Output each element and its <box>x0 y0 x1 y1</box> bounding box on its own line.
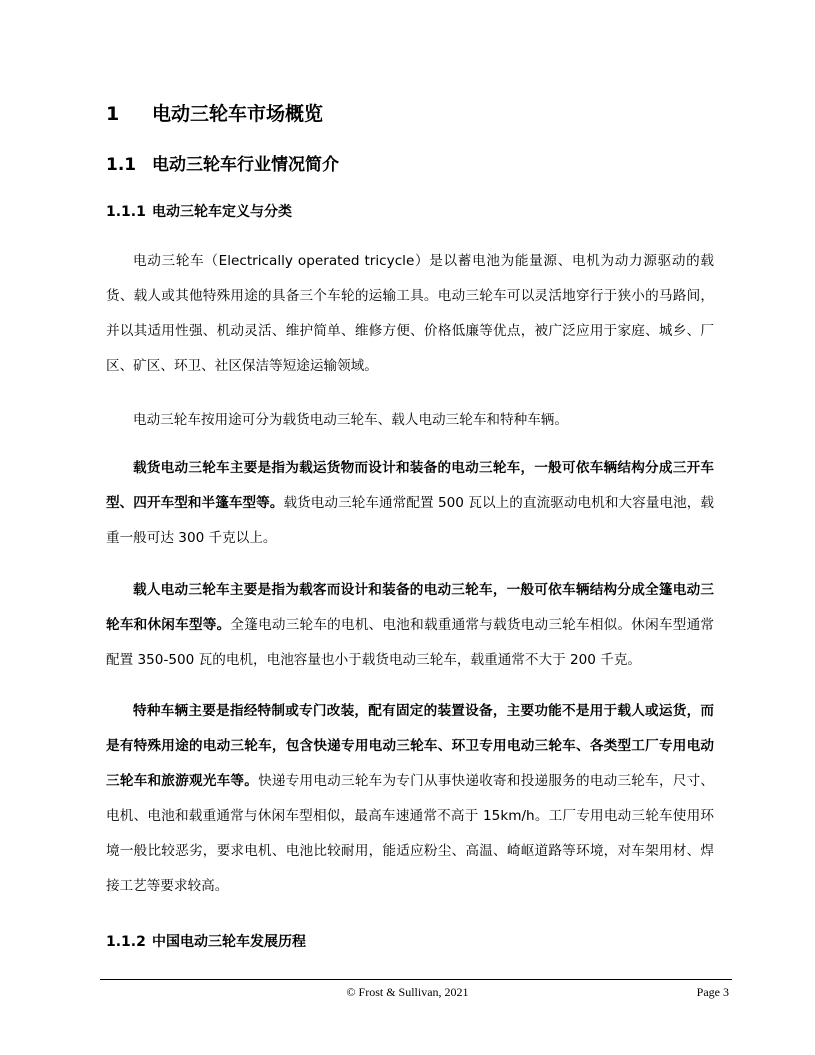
paragraph-bold-lead: 载人电动三轮车主要是指为载客而设计和装备的电动三轮车，一般可依车辆结构分成全篷电动三轮车和休闲车型等。 <box>106 582 714 633</box>
footer-page-number: Page 3 <box>696 985 729 999</box>
paragraph-definition: 电动三轮车（Electrically operated tricycle）是以蓄电池为能量源、电机为动力源驱动的载货、载人或其他特殊用途的具备三个车轮的运输工具。电动三轮车可以灵活地穿行于狭小的马路间，并以其适用性强、机动灵活、维护简单、维修方便、价格低廉等优点，被广泛应用于家庭、城乡、厂区、矿区、环卫、社区保洁等短途运输领域。 <box>106 253 714 374</box>
heading-title: 电动三轮车市场概览 <box>152 103 324 125</box>
heading-number: 1 <box>106 103 120 125</box>
heading-level-2 <box>106 152 339 178</box>
footer-divider <box>100 979 732 980</box>
heading-number: 1.1 <box>106 155 137 175</box>
paragraph-cargo-tricycle <box>106 451 714 556</box>
footer-copyright: © Frost & Sullivan, 2021 <box>346 985 469 999</box>
heading-level-1 <box>106 100 323 128</box>
paragraph-bold-lead: 特种车辆主要是指经特制或专门改装，配有固定的装置设备，主要功能不是用于载人或运货，而是有特殊用途的电动三轮车，包含快递专用电动三轮车、环卫专用电动三轮车、各类型工厂专用电动三轮车和旅游观光车等。 <box>106 703 714 789</box>
heading-number: 1.1.1 <box>106 204 146 220</box>
heading-level-3-definition <box>106 201 292 223</box>
paragraph-bold-lead: 载货电动三轮车主要是指为载运货物而设计和装备的电动三轮车，一般可依车辆结构分成三开车型、四开车型和半篷车型等。 <box>106 460 714 511</box>
paragraph-body: 快递专用电动三轮车为专门从事快递收寄和投递服务的电动三轮车，尺寸、电机、电池和载重通常与休闲车型相似，最高车速通常不高于 15km/h。工厂专用电动三轮车使用环境一般比较恶劣，要求电机、电池比较耐用，能适应粉尘、高温、崎岖道路等环境，对车架用材、焊接工艺等要求较高。 <box>106 773 715 894</box>
paragraph-body: 载货电动三轮车通常配置 500 瓦以上的直流驱动电机和大容量电池，载重一般可达 300 千克以上。 <box>106 495 714 546</box>
paragraph-special-vehicles <box>106 694 714 904</box>
heading-title: 中国电动三轮车发展历程 <box>152 934 306 950</box>
heading-level-3-history <box>106 931 306 953</box>
paragraph-body: 全篷电动三轮车的电机、电池和载重通常与载货电动三轮车相似。休闲车型通常配置 350-500 瓦的电机，电池容量也小于载货电动三轮车，载重通常不大于 200 千克。 <box>106 617 715 668</box>
heading-number: 1.1.2 <box>106 934 146 950</box>
paragraph-passenger-tricycle <box>106 573 714 678</box>
paragraph-classification: 电动三轮车按用途可分为载货电动三轮车、载人电动三轮车和特种车辆。 <box>133 412 568 428</box>
heading-title: 电动三轮车定义与分类 <box>152 204 292 220</box>
heading-title: 电动三轮车行业情况简介 <box>152 155 339 175</box>
